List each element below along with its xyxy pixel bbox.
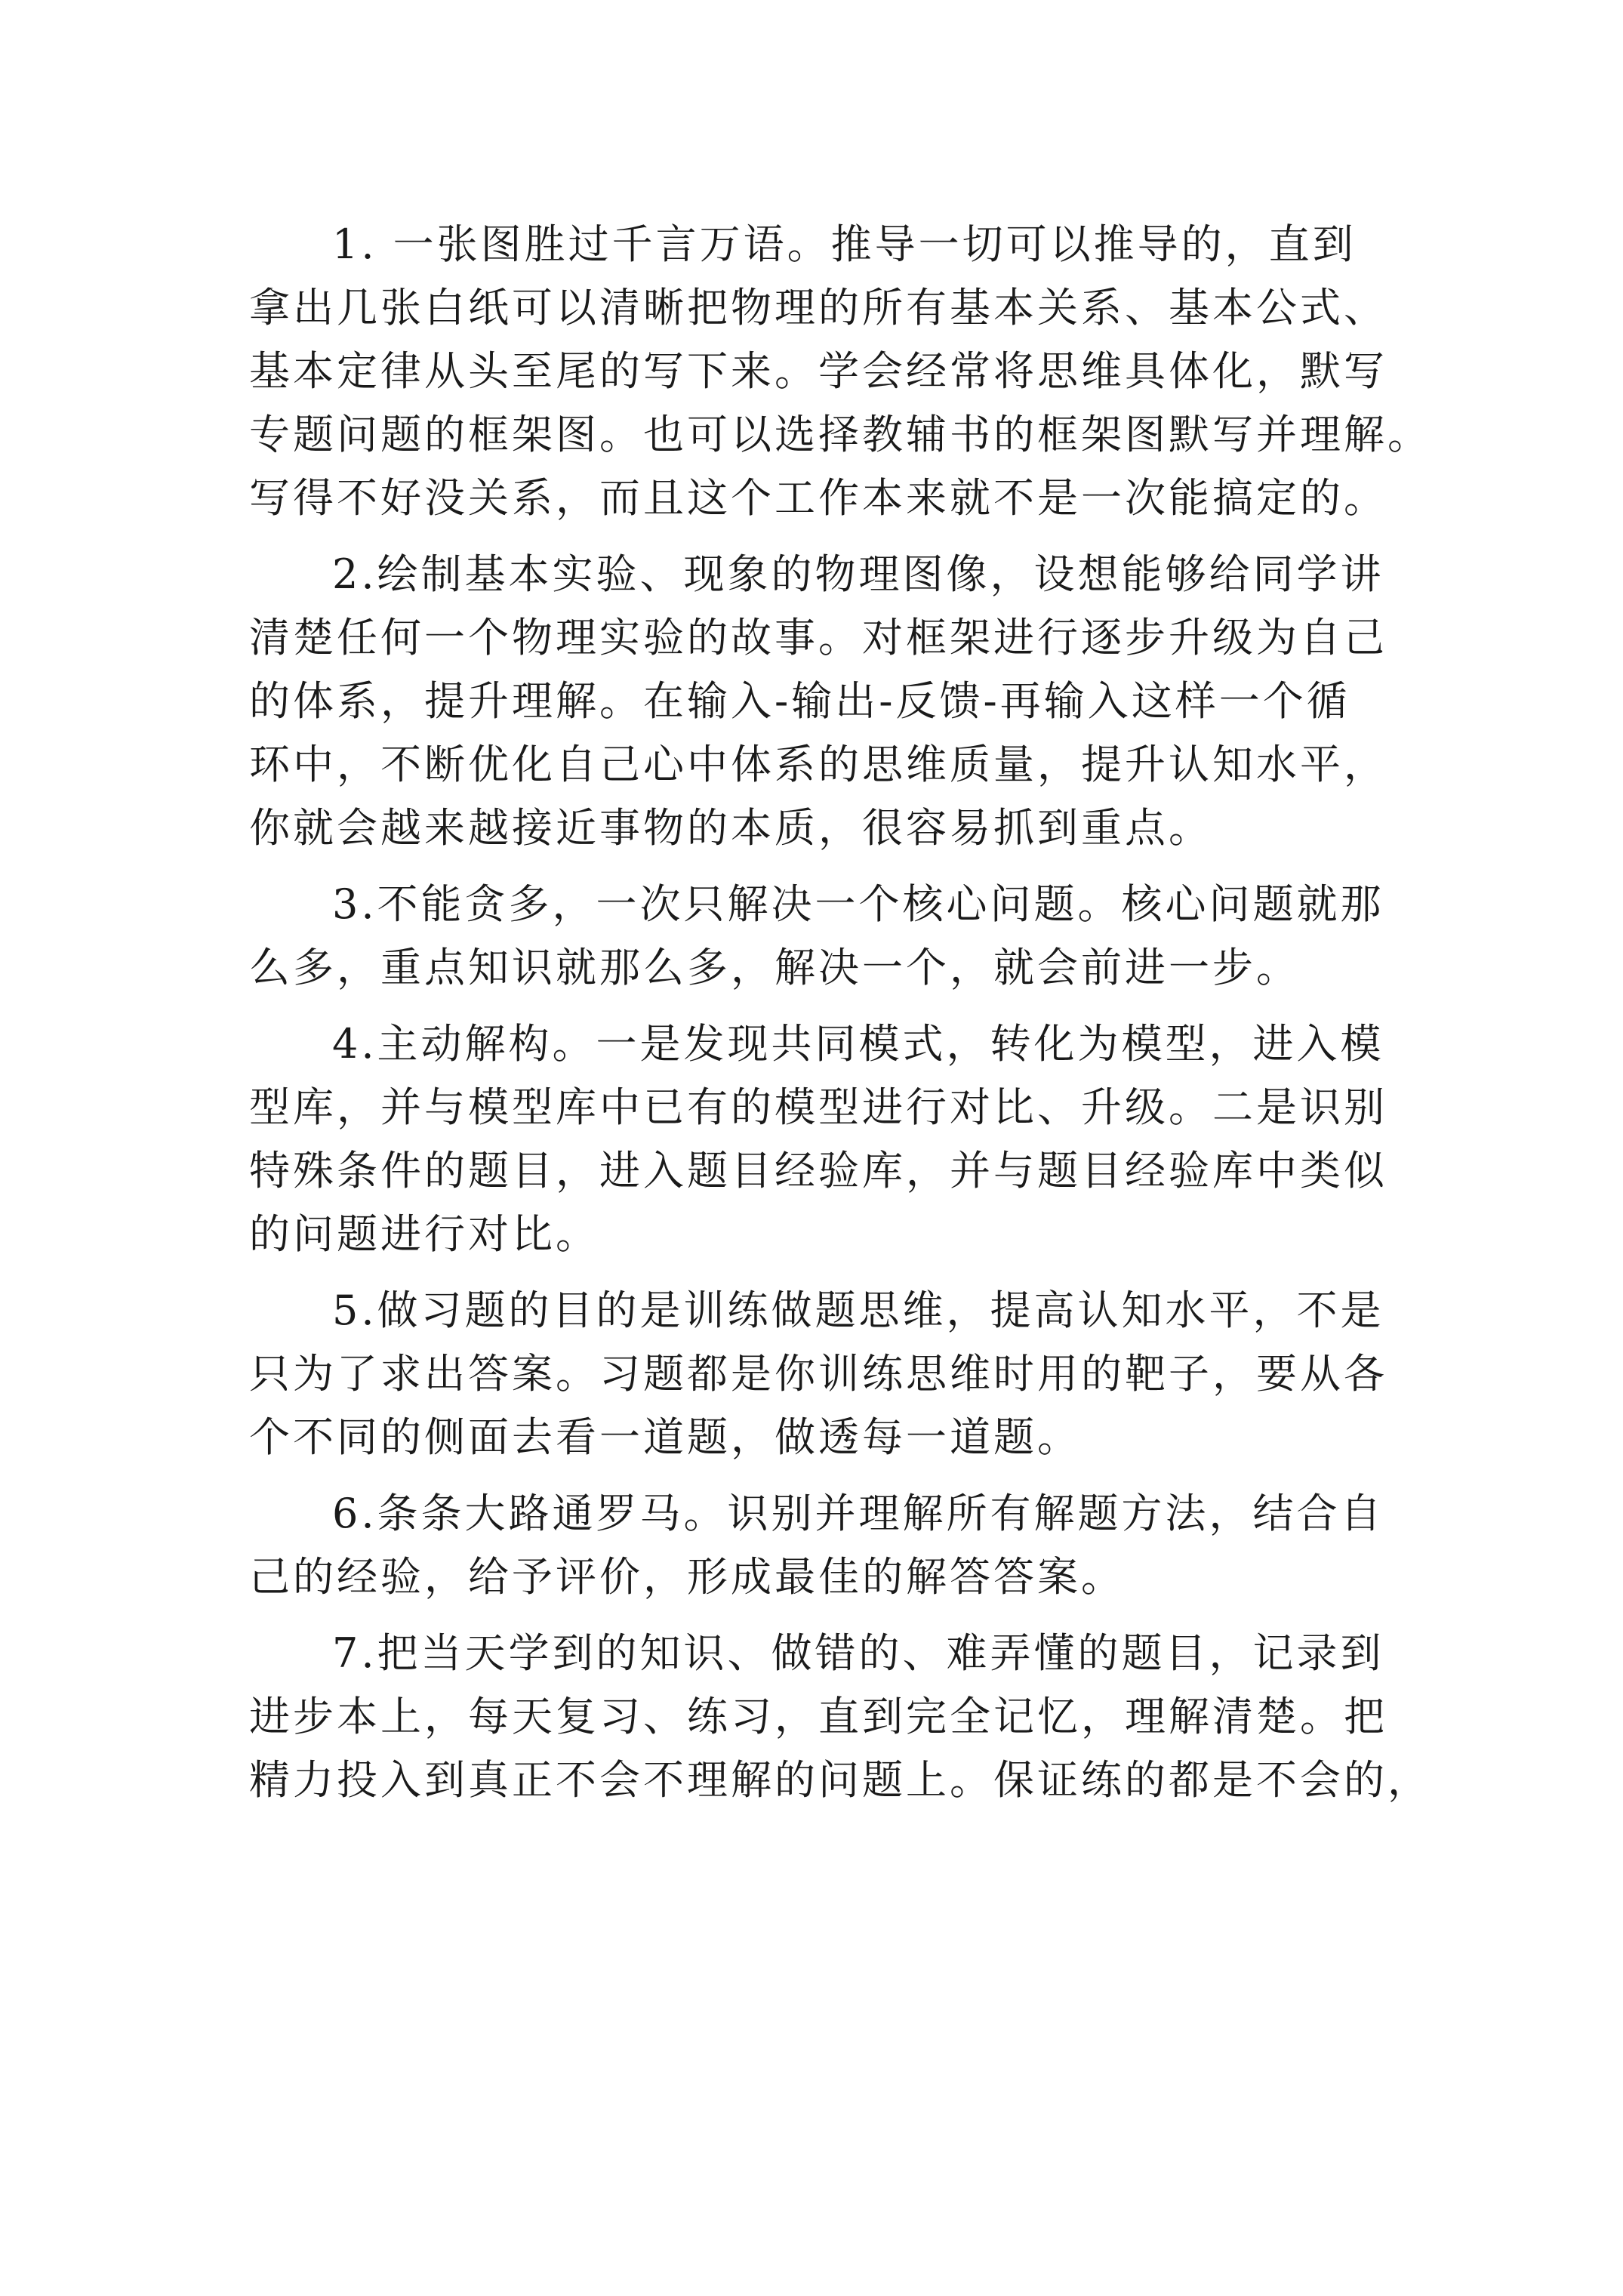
- text-line: 1. 一张图胜过千言万语。推导一切可以推导的，直到: [332, 220, 1357, 268]
- text-line: 么多，重点知识就那么多，解决一个，就会前进一步。: [249, 944, 1300, 991]
- document-body: [249, 213, 1431, 1825]
- paragraph-4: [249, 1012, 1404, 1266]
- text-line: 特殊条件的题目，进入题目经验库，并与题目经验库中类似: [249, 1147, 1387, 1194]
- text-line: 基本定律从头至尾的写下来。学会经常将思维具体化，默写: [249, 347, 1387, 395]
- text-line: 拿出几张白纸可以清晰把物理的所有基本关系、基本公式、: [249, 284, 1387, 331]
- paragraph-2: [249, 543, 1404, 860]
- text-line: 2.绘制基本实验、现象的物理图像，设想能够给同学讲: [332, 550, 1384, 598]
- text-line: 环中，不断优化自己心中体系的思维质量，提升认知水平，: [249, 741, 1387, 788]
- text-line: 个不同的侧面去看一道题，做透每一道题。: [249, 1413, 1081, 1461]
- text-line: 进步本上，每天复习、练习，直到完全记忆，理解清楚。把: [249, 1693, 1387, 1740]
- text-line: 4.主动解构。一是发现共同模式，转化为模型，进入模: [332, 1020, 1384, 1068]
- text-line: 精力投入到真正不会不理解的问题上。保证练的都是不会的，: [249, 1756, 1431, 1804]
- paragraph-6: [249, 1482, 1404, 1609]
- text-line: 7.把当天学到的知识、做错的、难弄懂的题目，记录到: [332, 1629, 1384, 1677]
- paragraph-3: [249, 873, 1404, 1000]
- text-line: 专题问题的框架图。也可以选择教辅书的框架图默写并理解。: [249, 411, 1431, 458]
- text-line: 清楚任何一个物理实验的故事。对框架进行逐步升级为自己: [249, 614, 1387, 661]
- text-line: 6.条条大路通罗马。识别并理解所有解题方法，结合自: [332, 1490, 1384, 1537]
- text-line: 型库，并与模型库中已有的模型进行对比、升级。二是识别: [249, 1083, 1387, 1131]
- text-line: 你就会越来越接近事物的本质，很容易抓到重点。: [249, 804, 1212, 852]
- text-line: 5.做习题的目的是训练做题思维，提高认知水平，不是: [332, 1287, 1384, 1334]
- text-line: 的问题进行对比。: [249, 1210, 599, 1258]
- text-line: 只为了求出答案。习题都是你训练思维时用的靶子，要从各: [249, 1350, 1387, 1398]
- paragraph-1: [249, 213, 1431, 530]
- text-line: 己的经验，给予评价，形成最佳的解答答案。: [249, 1553, 1125, 1601]
- paragraph-7: [249, 1622, 1431, 1812]
- text-line: 的体系，提升理解。在输入-输出-反馈-再输入这样一个循: [249, 677, 1350, 725]
- paragraph-5: [249, 1279, 1404, 1469]
- text-line: 写得不好没关系，而且这个工作本来就不是一次能搞定的。: [249, 474, 1387, 522]
- text-line: 3.不能贪多，一次只解决一个核心问题。核心问题就那: [332, 880, 1384, 928]
